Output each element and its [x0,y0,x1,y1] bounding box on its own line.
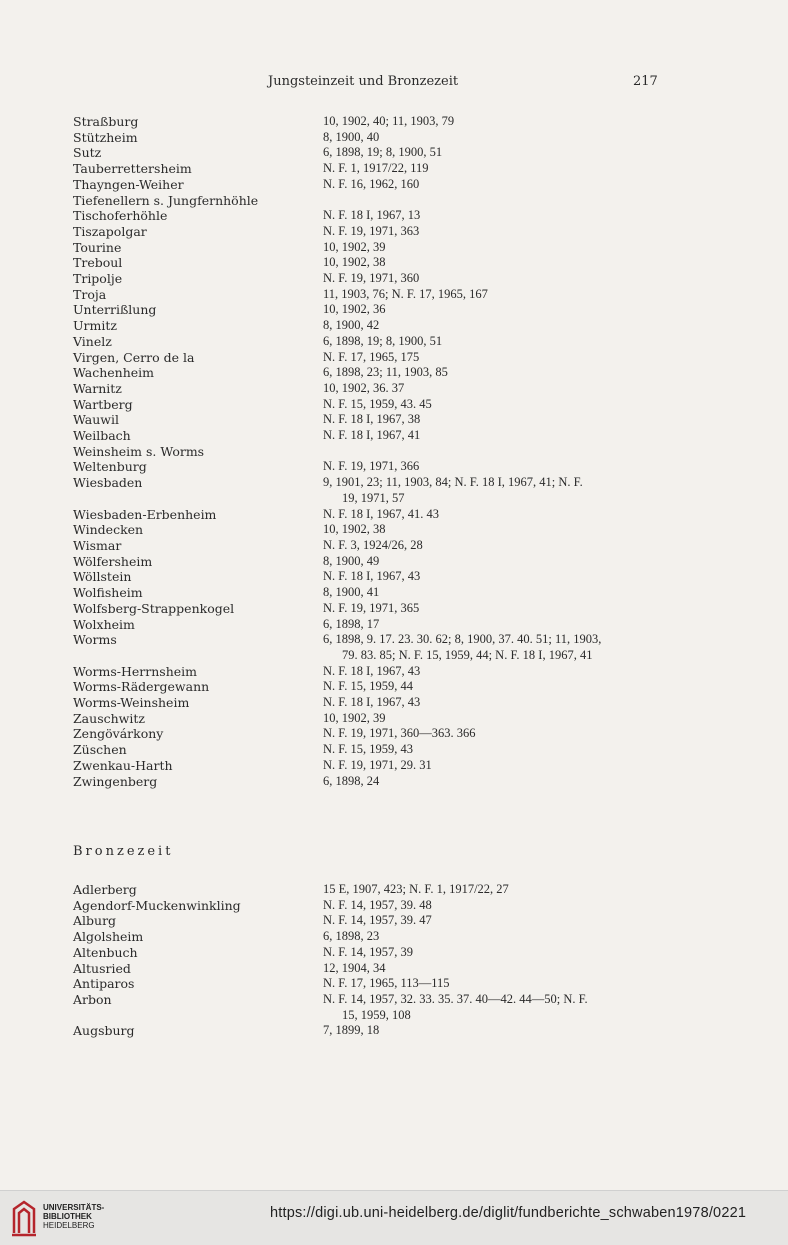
reference [323,992,673,1023]
reference-line: 10, 1902, 38 [323,522,386,537]
index-entry [73,758,673,774]
reference-line: N. F. 16, 1962, 160 [323,176,420,191]
reference [323,711,673,727]
library-name-line1: UNIVERSITÄTS- [43,1203,105,1212]
reference [323,444,673,460]
reference-line: 8, 1900, 42 [323,318,380,333]
reference [323,397,673,413]
reference [323,961,673,977]
reference [323,898,673,914]
index-entry [73,961,673,977]
reference-line: N. F. 19, 1971, 360—363. 366 [323,726,476,741]
place-name: Zwenkau-Harth [73,757,173,773]
index-entry [73,318,673,334]
index-entry [73,554,673,570]
place-name: Wismar [73,537,122,553]
place-name: Tourine [73,239,122,255]
place-name: Wachenheim [73,365,155,381]
reference-line: N. F. 18 I, 1967, 41. 43 [323,506,440,521]
index-entry [73,522,673,538]
reference [323,695,673,711]
place-name: Zauschwitz [73,710,145,726]
reference [323,145,673,161]
place-name: Thayngen-Weiher [73,176,184,192]
running-title: Jungsteinzeit und Bronzezeit [268,74,459,89]
reference-line-continued: 19, 1971, 57 [342,490,405,505]
reference [323,882,673,898]
reference-line: N. F. 14, 1957, 39. 48 [323,897,432,912]
page-number: 217 [633,74,658,89]
reference [323,538,673,554]
index-entry [73,992,673,1023]
reference [323,130,673,146]
reference-line: 10, 1902, 39 [323,710,386,725]
reference-line: N. F. 15, 1959, 44 [323,679,413,694]
place-name: Worms-Weinsheim [73,695,190,711]
library-name-line2: BIBLIOTHEK [43,1212,92,1221]
reference-line: 6, 1898, 17 [323,616,380,631]
reference [323,271,673,287]
place-name: Weinsheim s. Worms [73,443,205,459]
index-entry [73,397,673,413]
index-entry [73,444,673,460]
index-entry [73,381,673,397]
reference [323,193,673,209]
library-name [43,1203,104,1230]
reference [323,255,673,271]
reference-line: N. F. 17, 1965, 113—115 [323,976,450,991]
index-entry [73,208,673,224]
reference [323,287,673,303]
reference [323,945,673,961]
reference-line: N. F. 3, 1924/26, 28 [323,537,423,552]
place-name: Wolfisheim [73,585,143,601]
reference-line-continued: 79. 83. 85; N. F. 15, 1959, 44; N. F. 18 I, 1967, 41 [342,647,593,662]
index-entry [73,475,673,506]
index-list-neolithic [73,114,673,789]
reference-line: N. F. 18 I, 1967, 43 [323,695,421,710]
reference [323,726,673,742]
reference-line: 11, 1903, 76; N. F. 17, 1965, 167 [323,286,488,301]
index-entry [73,569,673,585]
reference-line [323,193,326,207]
reference-line: 6, 1898, 9. 17. 23. 30. 62; 8, 1900, 37. 40. 51; 11, 1903, [323,632,602,647]
reference [323,679,673,695]
reference [323,664,673,680]
reference-line: N. F. 17, 1965, 175 [323,349,420,364]
permalink-url[interactable]: https://digi.ub.uni-heidelberg.de/diglit/fundberichte_schwaben1978/0221 [270,1205,747,1221]
reference [323,224,673,240]
index-entry [73,302,673,318]
reference [323,913,673,929]
reference [323,334,673,350]
index-entry [73,695,673,711]
reference [323,774,673,790]
reference-line: 10, 1902, 36. 37 [323,380,405,395]
reference-line: 10, 1902, 40; 11, 1903, 79 [323,114,455,128]
index-entry [73,507,673,523]
index-list-bronze-age [73,882,673,1039]
index-entry [73,585,673,601]
index-entry [73,976,673,992]
place-name: Urmitz [73,318,117,334]
index-entry [73,224,673,240]
index-entry [73,742,673,758]
reference [323,929,673,945]
place-name: Tischoferhöhle [73,208,168,224]
reference [323,428,673,444]
reference [323,208,673,224]
place-name: Treboul [73,255,123,271]
reference-line: N. F. 14, 1957, 39. 47 [323,913,432,928]
reference [323,742,673,758]
index-entry [73,271,673,287]
reference-line-continued: 15, 1959, 108 [342,1007,411,1022]
reference [323,459,673,475]
reference-line: N. F. 18 I, 1967, 43 [323,663,421,678]
reference-line: N. F. 14, 1957, 32. 33. 35. 37. 40—42. 44—50; N. F. [323,991,588,1006]
reference-line: N. F. 19, 1971, 29. 31 [323,757,432,772]
reference-line: 10, 1902, 36 [323,302,386,317]
place-name: Züschen [73,742,127,758]
place-name: Wolxheim [73,616,135,632]
reference [323,554,673,570]
reference-line: N. F. 19, 1971, 365 [323,600,420,615]
place-name: Algolsheim [73,929,144,945]
reference [323,412,673,428]
reference-line: 6, 1898, 24 [323,773,380,788]
index-entry [73,130,673,146]
reference [323,318,673,334]
place-name: Wiesbaden-Erbenheim [73,506,217,522]
place-name: Worms-Herrnsheim [73,663,198,679]
index-entry [73,538,673,554]
reference [323,114,673,130]
reference-line: 6, 1898, 19; 8, 1900, 51 [323,145,443,160]
reference-line: N. F. 19, 1971, 366 [323,459,420,474]
index-entry [73,459,673,475]
section-heading-bronzezeit: Bronzezeit [73,844,174,859]
library-name-line3: HEIDELBERG [43,1221,95,1230]
reference-line: N. F. 1, 1917/22, 119 [323,161,429,176]
place-name: Vinelz [73,333,112,349]
index-entry [73,1023,673,1039]
place-name: Tiszapolgar [73,223,147,239]
reference [323,569,673,585]
reference-line: 10, 1902, 38 [323,255,386,270]
reference-line: N. F. 18 I, 1967, 38 [323,412,421,427]
place-name: Agendorf-Muckenwinkling [73,897,241,913]
place-name: Wiesbaden [73,475,143,491]
index-entry [73,114,673,130]
index-entry [73,774,673,790]
reference-line: 12, 1904, 34 [323,960,386,975]
reference-line: 7, 1899, 18 [323,1023,380,1038]
reference-line: N. F. 19, 1971, 363 [323,223,420,238]
reference [323,350,673,366]
index-entry [73,177,673,193]
reference-line: 6, 1898, 23; 11, 1903, 85 [323,365,448,380]
reference [323,758,673,774]
reference [323,585,673,601]
place-name: Tripolje [73,271,123,287]
reference [323,177,673,193]
place-name: Windecken [73,522,144,538]
index-entry [73,726,673,742]
place-name: Wauwil [73,412,119,428]
index-entry [73,255,673,271]
reference-line: 8, 1900, 41 [323,585,380,600]
index-entry [73,193,673,209]
place-name: Alburg [73,913,117,929]
place-name: Worms [73,632,117,648]
place-name: Tiefenellern s. Jungfernhöhle [73,192,259,208]
index-entry [73,913,673,929]
place-name: Zwingenberg [73,773,158,789]
place-name: Zengövárkony [73,726,164,742]
index-entry [73,428,673,444]
place-name: Arbon [73,991,112,1007]
library-logo-icon[interactable] [10,1199,38,1237]
place-name: Stützheim [73,129,138,145]
index-entry [73,711,673,727]
place-name: Altusried [73,960,131,976]
reference [323,381,673,397]
reference-line: 8, 1900, 49 [323,553,380,568]
place-name: Unterrißlung [73,302,157,318]
reference [323,522,673,538]
place-name: Weltenburg [73,459,147,475]
index-entry [73,145,673,161]
reference [323,475,673,506]
reference [323,161,673,177]
reference [323,302,673,318]
reference-line: 6, 1898, 23 [323,929,380,944]
place-name: Weilbach [73,428,131,444]
place-name: Wöllstein [73,569,132,585]
reference-line: N. F. 18 I, 1967, 13 [323,208,421,223]
index-entry [73,664,673,680]
place-name: Altenbuch [73,944,138,960]
place-name: Worms-Rädergewann [73,679,210,695]
index-entry [73,929,673,945]
index-entry [73,679,673,695]
reference-line: N. F. 15, 1959, 43. 45 [323,396,432,411]
index-entry [73,161,673,177]
place-name: Warnitz [73,380,122,396]
place-name: Wartberg [73,396,133,412]
index-entry [73,350,673,366]
reference [323,976,673,992]
reference-line: N. F. 18 I, 1967, 43 [323,569,421,584]
place-name: Adlerberg [73,882,137,897]
reference-line: 10, 1902, 39 [323,239,386,254]
place-name: Troja [73,286,107,302]
index-entry [73,365,673,381]
reference-line: N. F. 18 I, 1967, 41 [323,428,421,443]
reference-line: N. F. 19, 1971, 360 [323,271,420,286]
reference [323,365,673,381]
reference [323,601,673,617]
place-name: Sutz [73,145,102,161]
index-entry [73,898,673,914]
reference-line [323,444,326,458]
place-name: Virgen, Cerro de la [73,349,195,365]
reference-line: N. F. 14, 1957, 39 [323,944,413,959]
reference-line: 6, 1898, 19; 8, 1900, 51 [323,333,443,348]
reference [323,240,673,256]
index-entry [73,632,673,663]
index-entry [73,240,673,256]
index-entry [73,601,673,617]
reference-line: 15 E, 1907, 423; N. F. 1, 1917/22, 27 [323,882,509,896]
index-entry [73,945,673,961]
index-entry [73,617,673,633]
index-entry [73,287,673,303]
reference-line: 8, 1900, 40 [323,129,380,144]
place-name: Augsburg [73,1023,135,1039]
place-name: Wölfersheim [73,553,153,569]
page-header [0,74,788,92]
index-entry [73,334,673,350]
place-name: Tauberrettersheim [73,161,192,177]
index-entry [73,882,673,898]
place-name: Antiparos [73,976,135,992]
reference [323,1023,673,1039]
reference [323,617,673,633]
reference [323,632,673,663]
reference [323,507,673,523]
place-name: Wolfsberg-Strappenkogel [73,600,235,616]
reference-line: 9, 1901, 23; 11, 1903, 84; N. F. 18 I, 1967, 41; N. F. [323,475,583,490]
reference-line: N. F. 15, 1959, 43 [323,742,413,757]
viewer-footer [0,1190,788,1245]
place-name: Straßburg [73,114,139,129]
index-entry [73,412,673,428]
